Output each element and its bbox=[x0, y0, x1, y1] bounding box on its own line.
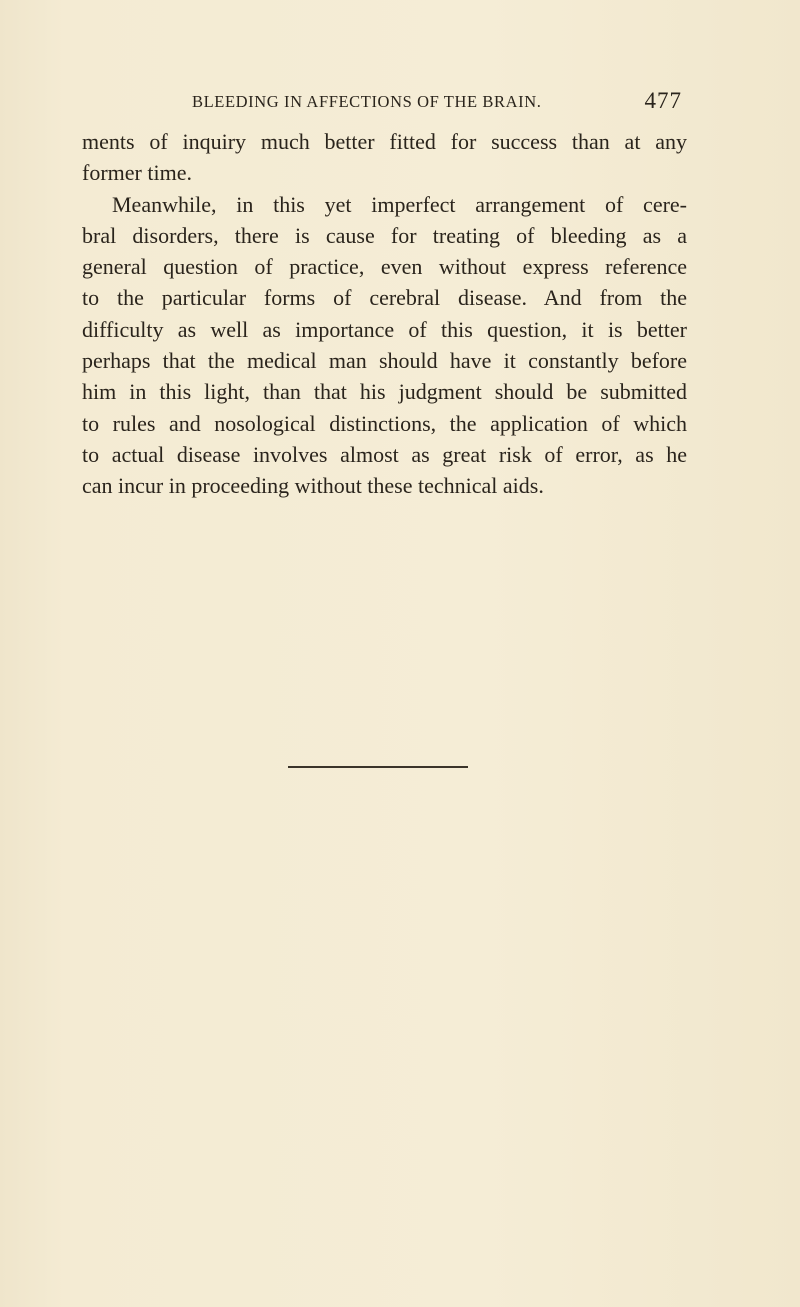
text-line: bral disorders, there is cause for treating of bleeding as a bbox=[82, 222, 687, 248]
text-line: can incur in proceeding without these technical aids. bbox=[82, 473, 544, 499]
text-line: former time. bbox=[82, 160, 192, 186]
section-divider bbox=[288, 766, 468, 768]
page-number: 477 bbox=[644, 88, 682, 113]
running-title: BLEEDING IN AFFECTIONS OF THE BRAIN. bbox=[192, 92, 542, 111]
text-line: to the particular forms of cerebral disease. And from the bbox=[82, 285, 687, 311]
text-line: to rules and nosological distinctions, the application of which bbox=[82, 410, 687, 436]
text-line: to actual disease involves almost as great risk of error, as he bbox=[82, 441, 687, 467]
body-text bbox=[82, 126, 687, 502]
text-line: difficulty as well as importance of this question, it is better bbox=[82, 316, 687, 342]
text-line: general question of practice, even without express reference bbox=[82, 254, 687, 280]
text-line: perhaps that the medical man should have it constantly before bbox=[82, 348, 687, 374]
text-line: ments of inquiry much better fitted for success than at any bbox=[82, 129, 687, 154]
running-head bbox=[192, 88, 682, 118]
text-line: Meanwhile, in this yet imperfect arrangement of cere- bbox=[112, 191, 687, 217]
text-line: him in this light, than that his judgment should be submitted bbox=[82, 379, 687, 405]
